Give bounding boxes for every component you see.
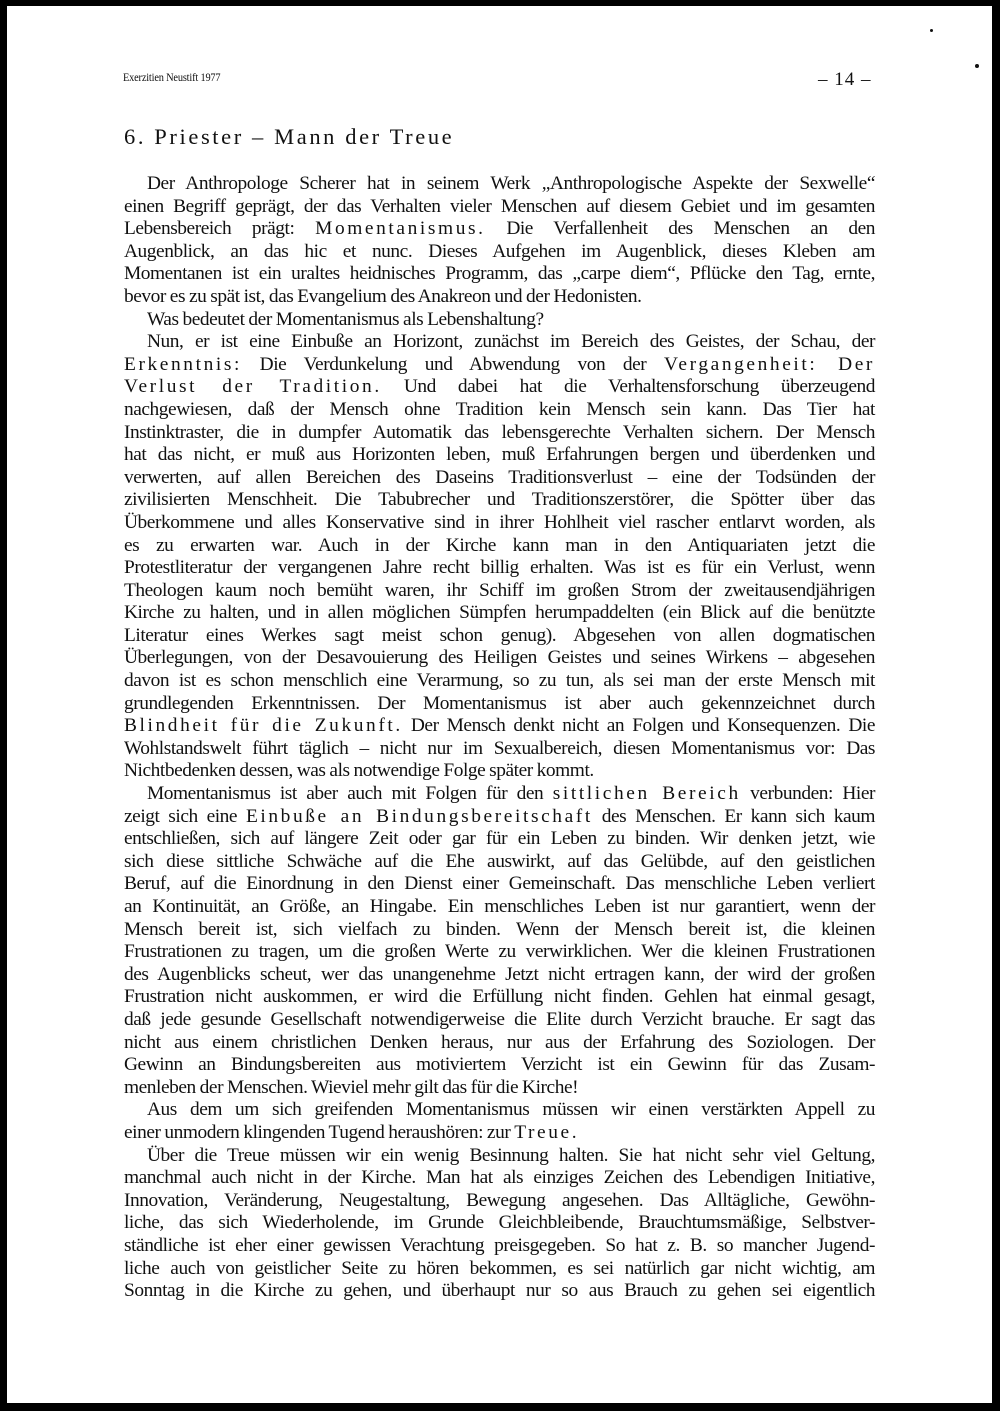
scan-speck	[975, 64, 979, 68]
emphasized-text: Treue.	[514, 1121, 580, 1143]
text-line	[124, 467, 875, 490]
text-span: Über die Treue müssen wir ein wenig Besinnung halten. Sie hat nicht sehr viel Geltung,	[147, 1144, 875, 1166]
emphasized-text: Vergangenheit: Der	[663, 353, 875, 375]
text-span: Literatur eines Werkes sagt meist schon genug). Abgesehen von allen dogmatischen	[124, 624, 875, 646]
text-span: Mensch bereit ist, sich vielfach zu binden. Wenn der Mensch bereit ist, die kleinen	[124, 918, 875, 940]
text-span: nicht aus einem christlichen Denken heraus, nur aus der Erfahrung des Soziologen. Der	[124, 1031, 875, 1053]
text-line	[124, 828, 875, 851]
emphasized-text: Verlust der Tradition.	[124, 376, 382, 398]
text-line	[124, 286, 875, 309]
text-span: Nun, er ist eine Einbuße an Horizont, zunächst im Bereich des Geistes, der Schau, der	[147, 331, 875, 353]
text-span: einer unmodern klingenden Tugend heraushören: zur	[124, 1121, 515, 1143]
text-line	[124, 1009, 875, 1032]
text-span: Sonntag in die Kirche zu gehen, und überhaupt nur so aus Brauch zu gehen sei eigentlich	[124, 1280, 875, 1302]
text-span: menleben der Menschen. Wieviel mehr gilt das für die Kirche!	[124, 1076, 579, 1098]
text-span: nachgewiesen, daß der Mensch ohne Tradition kein Mensch sein kann. Das Tier hat	[124, 398, 875, 420]
text-line	[124, 1077, 875, 1100]
text-span: Die Verdunkelung und Abwendung von der	[242, 353, 664, 375]
text-span: sich diese sittliche Schwäche auf die Ehe auswirkt, auf das Gelübde, auf den geistlichen	[124, 850, 875, 872]
text-line	[124, 1190, 875, 1213]
text-line	[124, 1280, 875, 1303]
text-line	[124, 1122, 875, 1145]
text-span: hat das nicht, er muß aus Horizonten leben, muß Erfahrungen bergen und überdenken und	[124, 444, 875, 466]
running-head: Exerzitien Neustift 1977	[123, 72, 221, 84]
text-span: entschließen, sich auf längere Zeit oder gar für ein Leben zu binden. Wir denken jetzt, wie	[124, 828, 875, 850]
text-span: Augenblick, an das hic et nunc. Dieses Aufgehen im Augenblick, dieses Kleben am	[124, 240, 875, 262]
text-line	[124, 986, 875, 1009]
text-span: manchmal auch nicht in der Kirche. Man hat als einziges Zeichen des Lebendigen Initiative,	[124, 1167, 875, 1189]
text-line	[124, 873, 875, 896]
text-span: Frustration nicht auskommen, er wird die Erfüllung nicht finden. Gehlen hat einmal gesagt,	[124, 986, 875, 1008]
text-span: verbunden: Hier	[740, 783, 875, 805]
text-line	[124, 376, 875, 399]
emphasized-text: Momentanismus.	[315, 218, 486, 240]
text-line	[124, 1099, 875, 1122]
text-span: Was bedeutet der Momentanismus als Lebenshaltung?	[147, 308, 544, 330]
text-span: Die Verfallenheit des Menschen an den	[485, 218, 875, 240]
text-line	[124, 896, 875, 919]
text-span: zivilisierten Menschheit. Die Tabubrecher und Traditionszerstörer, die Spötter über das	[124, 489, 875, 511]
text-line	[124, 670, 875, 693]
text-span: Wohlstandswelt führt täglich – nicht nur im Sexualbereich, diesen Momentanismus vor: Das	[124, 737, 875, 759]
text-line	[124, 964, 875, 987]
text-span: des Augenblicks scheut, wer das unangenehme Jetzt nicht ertragen kann, der wird der großen	[124, 963, 875, 985]
text-line	[124, 535, 875, 558]
emphasized-text: Erkenntnis:	[124, 353, 242, 375]
text-line	[124, 512, 875, 535]
text-line	[124, 557, 875, 580]
page-number: – 14 –	[818, 69, 872, 90]
text-line	[124, 1054, 875, 1077]
text-span: einen Begriff geprägt, der das Verhalten vieler Menschen auf diesem Gebiet und im gesamten	[124, 195, 875, 217]
text-line	[124, 218, 875, 241]
text-span: Überkommene und alles Konservative sind in ihrer Hohlheit viel rascher entlarvt worden, als	[124, 511, 875, 533]
text-span: zeigt sich eine	[124, 805, 246, 827]
text-line	[124, 806, 875, 829]
text-span: Nichtbedenken dessen, was als notwendige Folge später kommt.	[124, 760, 594, 782]
text-line	[124, 760, 875, 783]
text-span: liche, das sich Wiederholende, im Grunde Gleichbleibende, Brauchtumsmäßige, Selbstver-	[124, 1212, 875, 1234]
text-span: Der Anthropologe Scherer hat in seinem Werk „Anthropologische Aspekte der Sexwelle“	[147, 173, 875, 194]
text-span: Aus dem um sich greifenden Momentanismus müssen wir einen verstärkten Appell zu	[147, 1099, 875, 1121]
text-span: Theologen kaum noch bemüht waren, ihr Schiff im großen Strom der zweitausendjährigen	[124, 579, 875, 601]
text-span: an Kontinuität, an Größe, an Hingabe. Ein menschliches Leben ist nur garantiert, wenn der	[124, 896, 875, 917]
text-line	[124, 1167, 875, 1190]
text-line	[124, 738, 875, 761]
text-line	[124, 1235, 875, 1258]
text-line	[124, 354, 875, 377]
text-span: bevor es zu spät ist, das Evangelium des Anakreon und der Hedonisten.	[124, 285, 642, 307]
text-line	[124, 602, 875, 625]
text-span: daß jede gesunde Gesellschaft notwendigerweise die Elite durch Verzicht brauche. Er sagt das	[124, 1008, 875, 1030]
text-line	[124, 1032, 875, 1055]
text-span: Kirche zu halten, und in allen möglichen Sümpfen herumpaddelten (ein Blick auf die benützte	[124, 602, 875, 624]
text-line	[124, 241, 875, 264]
text-line	[124, 173, 875, 196]
text-line	[124, 919, 875, 942]
text-line	[124, 309, 875, 332]
text-span: Überlegungen, von der Desavouierung des Heiligen Geistes und seines Wirkens – abgesehen	[124, 647, 875, 669]
text-line	[124, 422, 875, 445]
text-span: Gewinn an Bindungsbereiten aus motiviertem Verzicht ist ein Gewinn für das Zusam-	[124, 1054, 875, 1076]
text-line	[124, 647, 875, 670]
text-line	[124, 715, 875, 738]
text-span: grundlegenden Erkenntnissen. Der Momentanismus ist aber auch gekennzeichnet durch	[124, 692, 875, 714]
text-line	[124, 196, 875, 219]
text-line	[124, 851, 875, 874]
text-span: ständliche ist eher einer gewissen Verachtung preisgegeben. So hat z. B. so mancher Jugend-	[124, 1234, 875, 1256]
text-span: Und dabei hat die Verhaltensforschung überzeugend	[381, 376, 875, 398]
text-span: Frustrationen zu tragen, um die großen Werte zu verwirklichen. Wer die kleinen Frustrationen	[124, 941, 875, 963]
text-span: Beruf, auf die Einordnung in den Dienst einer Gemeinschaft. Das menschliche Leben verliert	[124, 873, 875, 895]
text-line	[124, 1258, 875, 1281]
text-span: des Menschen. Er kann sich kaum	[592, 805, 875, 827]
text-span: Momentanismus ist aber auch mit Folgen für den	[147, 783, 553, 805]
text-line	[124, 489, 875, 512]
emphasized-text: sittlichen Bereich	[552, 783, 741, 805]
text-line	[124, 444, 875, 467]
text-span: liche auch von geistlicher Seite zu hören bekommen, es sei natürlich gar nicht wichtig, am	[124, 1257, 875, 1279]
text-span: es zu erwarten war. Auch in der Kirche kann man in den Antiquariaten jetzt die	[124, 534, 875, 556]
text-span: Momentanen ist ein uraltes heidnisches Programm, das „carpe diem“, Pflücke den Tag, ernte,	[124, 263, 875, 285]
text-line	[124, 625, 875, 648]
text-line	[124, 331, 875, 354]
scan-speck	[930, 29, 933, 32]
text-span: Innovation, Veränderung, Neugestaltung, Bewegung angesehen. Das Alltägliche, Gewöhn-	[124, 1189, 875, 1211]
emphasized-text: Einbuße an Bindungsbereitschaft	[245, 805, 593, 827]
section-title: 6. Priester – Mann der Treue	[124, 124, 455, 149]
text-span: Protestliteratur der vergangenen Jahre recht billig erhalten. Was ist es für ein Verlust, wenn	[124, 557, 875, 579]
text-span: davon ist es schon menschlich eine Verarmung, so zu tun, als sei man der erste Mensch mit	[124, 670, 875, 692]
text-line	[124, 1145, 875, 1168]
text-line	[124, 399, 875, 422]
body-text	[124, 173, 875, 1303]
text-line	[124, 263, 875, 286]
text-span: Instinktraster, die in dumpfer Automatik das lebensgerechte Verhalten sichern. Der Mensch	[124, 421, 875, 443]
text-span: Lebensbereich prägt:	[124, 218, 316, 240]
text-line	[124, 693, 875, 716]
text-line	[124, 941, 875, 964]
text-span: Der Mensch denkt nicht an Folgen und Konsequenzen. Die	[402, 715, 875, 737]
emphasized-text: Blindheit für die Zukunft.	[124, 715, 403, 737]
text-line	[124, 580, 875, 603]
text-span: verwerten, auf allen Bereichen des Daseins Traditionsverlust – eine der Todsünden der	[124, 466, 875, 488]
text-line	[124, 783, 875, 806]
text-line	[124, 1212, 875, 1235]
